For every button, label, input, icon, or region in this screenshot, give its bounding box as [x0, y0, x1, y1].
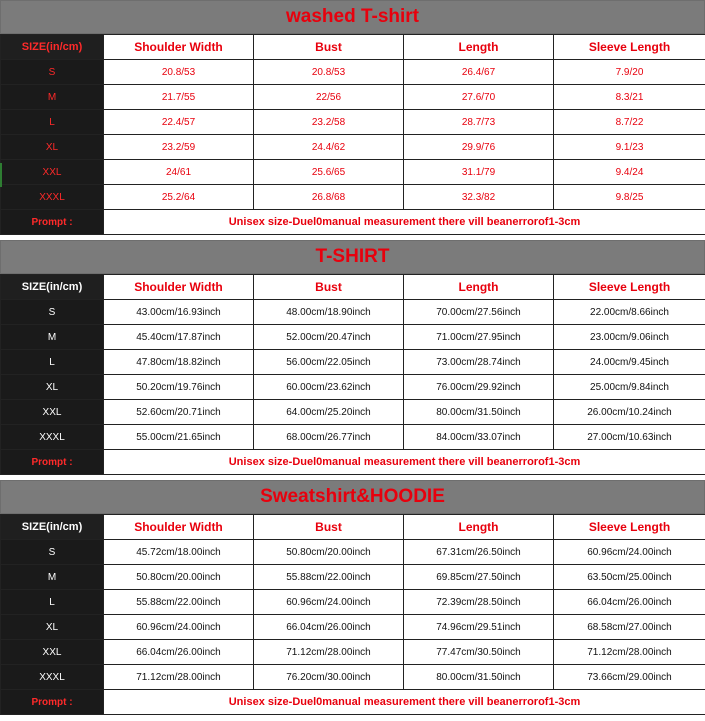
size-label: XL: [1, 375, 104, 400]
bust-value: 52.00cm/20.47inch: [254, 325, 404, 350]
sleeve-value: 23.00cm/9.06inch: [554, 325, 705, 350]
length-value: 28.7/73: [404, 110, 554, 135]
header-sleeve-length: Sleeve Length: [554, 275, 705, 300]
shoulder-value: 47.80cm/18.82inch: [104, 350, 254, 375]
sleeve-value: 8.3/21: [554, 85, 705, 110]
shoulder-value: 50.80cm/20.00inch: [104, 565, 254, 590]
table-row: [1, 640, 705, 665]
length-value: 31.1/79: [404, 160, 554, 185]
sleeve-value: 25.00cm/9.84inch: [554, 375, 705, 400]
length-value: 80.00cm/31.50inch: [404, 400, 554, 425]
table-row: [1, 350, 705, 375]
header-sleeve-length: Sleeve Length: [554, 35, 705, 60]
sleeve-value: 8.7/22: [554, 110, 705, 135]
size-label: XL: [1, 615, 104, 640]
size-table: [0, 274, 705, 475]
size-label: XXXL: [1, 665, 104, 690]
prompt-row: [1, 450, 705, 475]
header-length: Length: [404, 275, 554, 300]
shoulder-value: 60.96cm/24.00inch: [104, 615, 254, 640]
table-row: [1, 615, 705, 640]
shoulder-value: 71.12cm/28.00inch: [104, 665, 254, 690]
table-row: [1, 325, 705, 350]
header-length: Length: [404, 35, 554, 60]
bust-value: 64.00cm/25.20inch: [254, 400, 404, 425]
bust-value: 25.6/65: [254, 160, 404, 185]
header-size: SIZE(in/cm): [1, 515, 104, 540]
length-value: 80.00cm/31.50inch: [404, 665, 554, 690]
sleeve-value: 66.04cm/26.00inch: [554, 590, 705, 615]
shoulder-value: 55.00cm/21.65inch: [104, 425, 254, 450]
sleeve-value: 26.00cm/10.24inch: [554, 400, 705, 425]
size-label: L: [1, 110, 104, 135]
table-row: [1, 400, 705, 425]
table-header-row: [1, 515, 705, 540]
size-label: M: [1, 565, 104, 590]
size-label: S: [1, 540, 104, 565]
table-row: [1, 85, 705, 110]
shoulder-value: 52.60cm/20.71inch: [104, 400, 254, 425]
sleeve-value: 7.9/20: [554, 60, 705, 85]
bust-value: 66.04cm/26.00inch: [254, 615, 404, 640]
sleeve-value: 60.96cm/24.00inch: [554, 540, 705, 565]
header-size: SIZE(in/cm): [1, 275, 104, 300]
bust-value: 60.96cm/24.00inch: [254, 590, 404, 615]
length-value: 76.00cm/29.92inch: [404, 375, 554, 400]
sleeve-value: 27.00cm/10.63inch: [554, 425, 705, 450]
header-sleeve-length: Sleeve Length: [554, 515, 705, 540]
header-shoulder-width: Shoulder Width: [104, 35, 254, 60]
prompt-label: Prompt :: [1, 450, 104, 475]
bust-value: 22/56: [254, 85, 404, 110]
sleeve-value: 63.50cm/25.00inch: [554, 565, 705, 590]
table-row: [1, 110, 705, 135]
table-row: [1, 590, 705, 615]
length-value: 26.4/67: [404, 60, 554, 85]
shoulder-value: 24/61: [104, 160, 254, 185]
size-table: [0, 34, 705, 235]
table-row: [1, 300, 705, 325]
bust-value: 26.8/68: [254, 185, 404, 210]
length-value: 84.00cm/33.07inch: [404, 425, 554, 450]
bust-value: 48.00cm/18.90inch: [254, 300, 404, 325]
table-header-row: [1, 35, 705, 60]
bust-value: 50.80cm/20.00inch: [254, 540, 404, 565]
section-title: T-SHIRT: [0, 240, 705, 274]
length-value: 72.39cm/28.50inch: [404, 590, 554, 615]
header-shoulder-width: Shoulder Width: [104, 275, 254, 300]
size-label: S: [1, 60, 104, 85]
bust-value: 68.00cm/26.77inch: [254, 425, 404, 450]
sleeve-value: 71.12cm/28.00inch: [554, 640, 705, 665]
length-value: 69.85cm/27.50inch: [404, 565, 554, 590]
table-row: [1, 425, 705, 450]
sleeve-value: 73.66cm/29.00inch: [554, 665, 705, 690]
sleeve-value: 9.1/23: [554, 135, 705, 160]
prompt-row: [1, 210, 705, 235]
length-value: 29.9/76: [404, 135, 554, 160]
header-shoulder-width: Shoulder Width: [104, 515, 254, 540]
length-value: 73.00cm/28.74inch: [404, 350, 554, 375]
header-length: Length: [404, 515, 554, 540]
size-label: XL: [1, 135, 104, 160]
size-label: M: [1, 85, 104, 110]
table-header-row: [1, 275, 705, 300]
size-label: S: [1, 300, 104, 325]
length-value: 71.00cm/27.95inch: [404, 325, 554, 350]
bust-value: 55.88cm/22.00inch: [254, 565, 404, 590]
section-tshirt: [0, 240, 705, 480]
header-bust: Bust: [254, 275, 404, 300]
length-value: 67.31cm/26.50inch: [404, 540, 554, 565]
prompt-label: Prompt :: [1, 210, 104, 235]
shoulder-value: 50.20cm/19.76inch: [104, 375, 254, 400]
section-title: Sweatshirt&HOODIE: [0, 480, 705, 514]
size-table: [0, 514, 705, 715]
section-title: washed T-shirt: [0, 0, 705, 34]
size-label: XXL: [1, 160, 104, 185]
shoulder-value: 43.00cm/16.93inch: [104, 300, 254, 325]
bust-value: 56.00cm/22.05inch: [254, 350, 404, 375]
bust-value: 71.12cm/28.00inch: [254, 640, 404, 665]
prompt-row: [1, 690, 705, 715]
bust-value: 23.2/58: [254, 110, 404, 135]
table-row: [1, 375, 705, 400]
shoulder-value: 45.40cm/17.87inch: [104, 325, 254, 350]
shoulder-value: 22.4/57: [104, 110, 254, 135]
shoulder-value: 21.7/55: [104, 85, 254, 110]
length-value: 32.3/82: [404, 185, 554, 210]
shoulder-value: 25.2/64: [104, 185, 254, 210]
section-sweatshirt-hoodie: [0, 480, 705, 721]
bust-value: 76.20cm/30.00inch: [254, 665, 404, 690]
size-label: XXL: [1, 400, 104, 425]
length-value: 27.6/70: [404, 85, 554, 110]
header-bust: Bust: [254, 515, 404, 540]
prompt-text: Unisex size-Duel0manual measurement there vill beanerrorof1-3cm: [104, 450, 705, 475]
prompt-text: Unisex size-Duel0manual measurement there vill beanerrorof1-3cm: [104, 690, 705, 715]
sleeve-value: 24.00cm/9.45inch: [554, 350, 705, 375]
size-label: XXL: [1, 640, 104, 665]
length-value: 70.00cm/27.56inch: [404, 300, 554, 325]
sleeve-value: 9.4/24: [554, 160, 705, 185]
bust-value: 24.4/62: [254, 135, 404, 160]
shoulder-value: 23.2/59: [104, 135, 254, 160]
prompt-text: Unisex size-Duel0manual measurement there vill beanerrorof1-3cm: [104, 210, 705, 235]
size-label: M: [1, 325, 104, 350]
length-value: 77.47cm/30.50inch: [404, 640, 554, 665]
shoulder-value: 20.8/53: [104, 60, 254, 85]
shoulder-value: 66.04cm/26.00inch: [104, 640, 254, 665]
shoulder-value: 45.72cm/18.00inch: [104, 540, 254, 565]
size-label: XXXL: [1, 185, 104, 210]
length-value: 74.96cm/29.51inch: [404, 615, 554, 640]
table-row: [1, 185, 705, 210]
size-label: L: [1, 590, 104, 615]
table-row: [1, 665, 705, 690]
shoulder-value: 55.88cm/22.00inch: [104, 590, 254, 615]
table-row: [1, 135, 705, 160]
table-row: [1, 540, 705, 565]
sleeve-value: 68.58cm/27.00inch: [554, 615, 705, 640]
table-row: [1, 565, 705, 590]
prompt-label: Prompt :: [1, 690, 104, 715]
header-bust: Bust: [254, 35, 404, 60]
size-label: XXXL: [1, 425, 104, 450]
size-label: L: [1, 350, 104, 375]
table-row: [1, 160, 705, 185]
sleeve-value: 22.00cm/8.66inch: [554, 300, 705, 325]
section-washed-tshirt: [0, 0, 705, 240]
sleeve-value: 9.8/25: [554, 185, 705, 210]
row-marker: [0, 163, 2, 187]
header-size: SIZE(in/cm): [1, 35, 104, 60]
bust-value: 20.8/53: [254, 60, 404, 85]
table-row: [1, 60, 705, 85]
bust-value: 60.00cm/23.62inch: [254, 375, 404, 400]
